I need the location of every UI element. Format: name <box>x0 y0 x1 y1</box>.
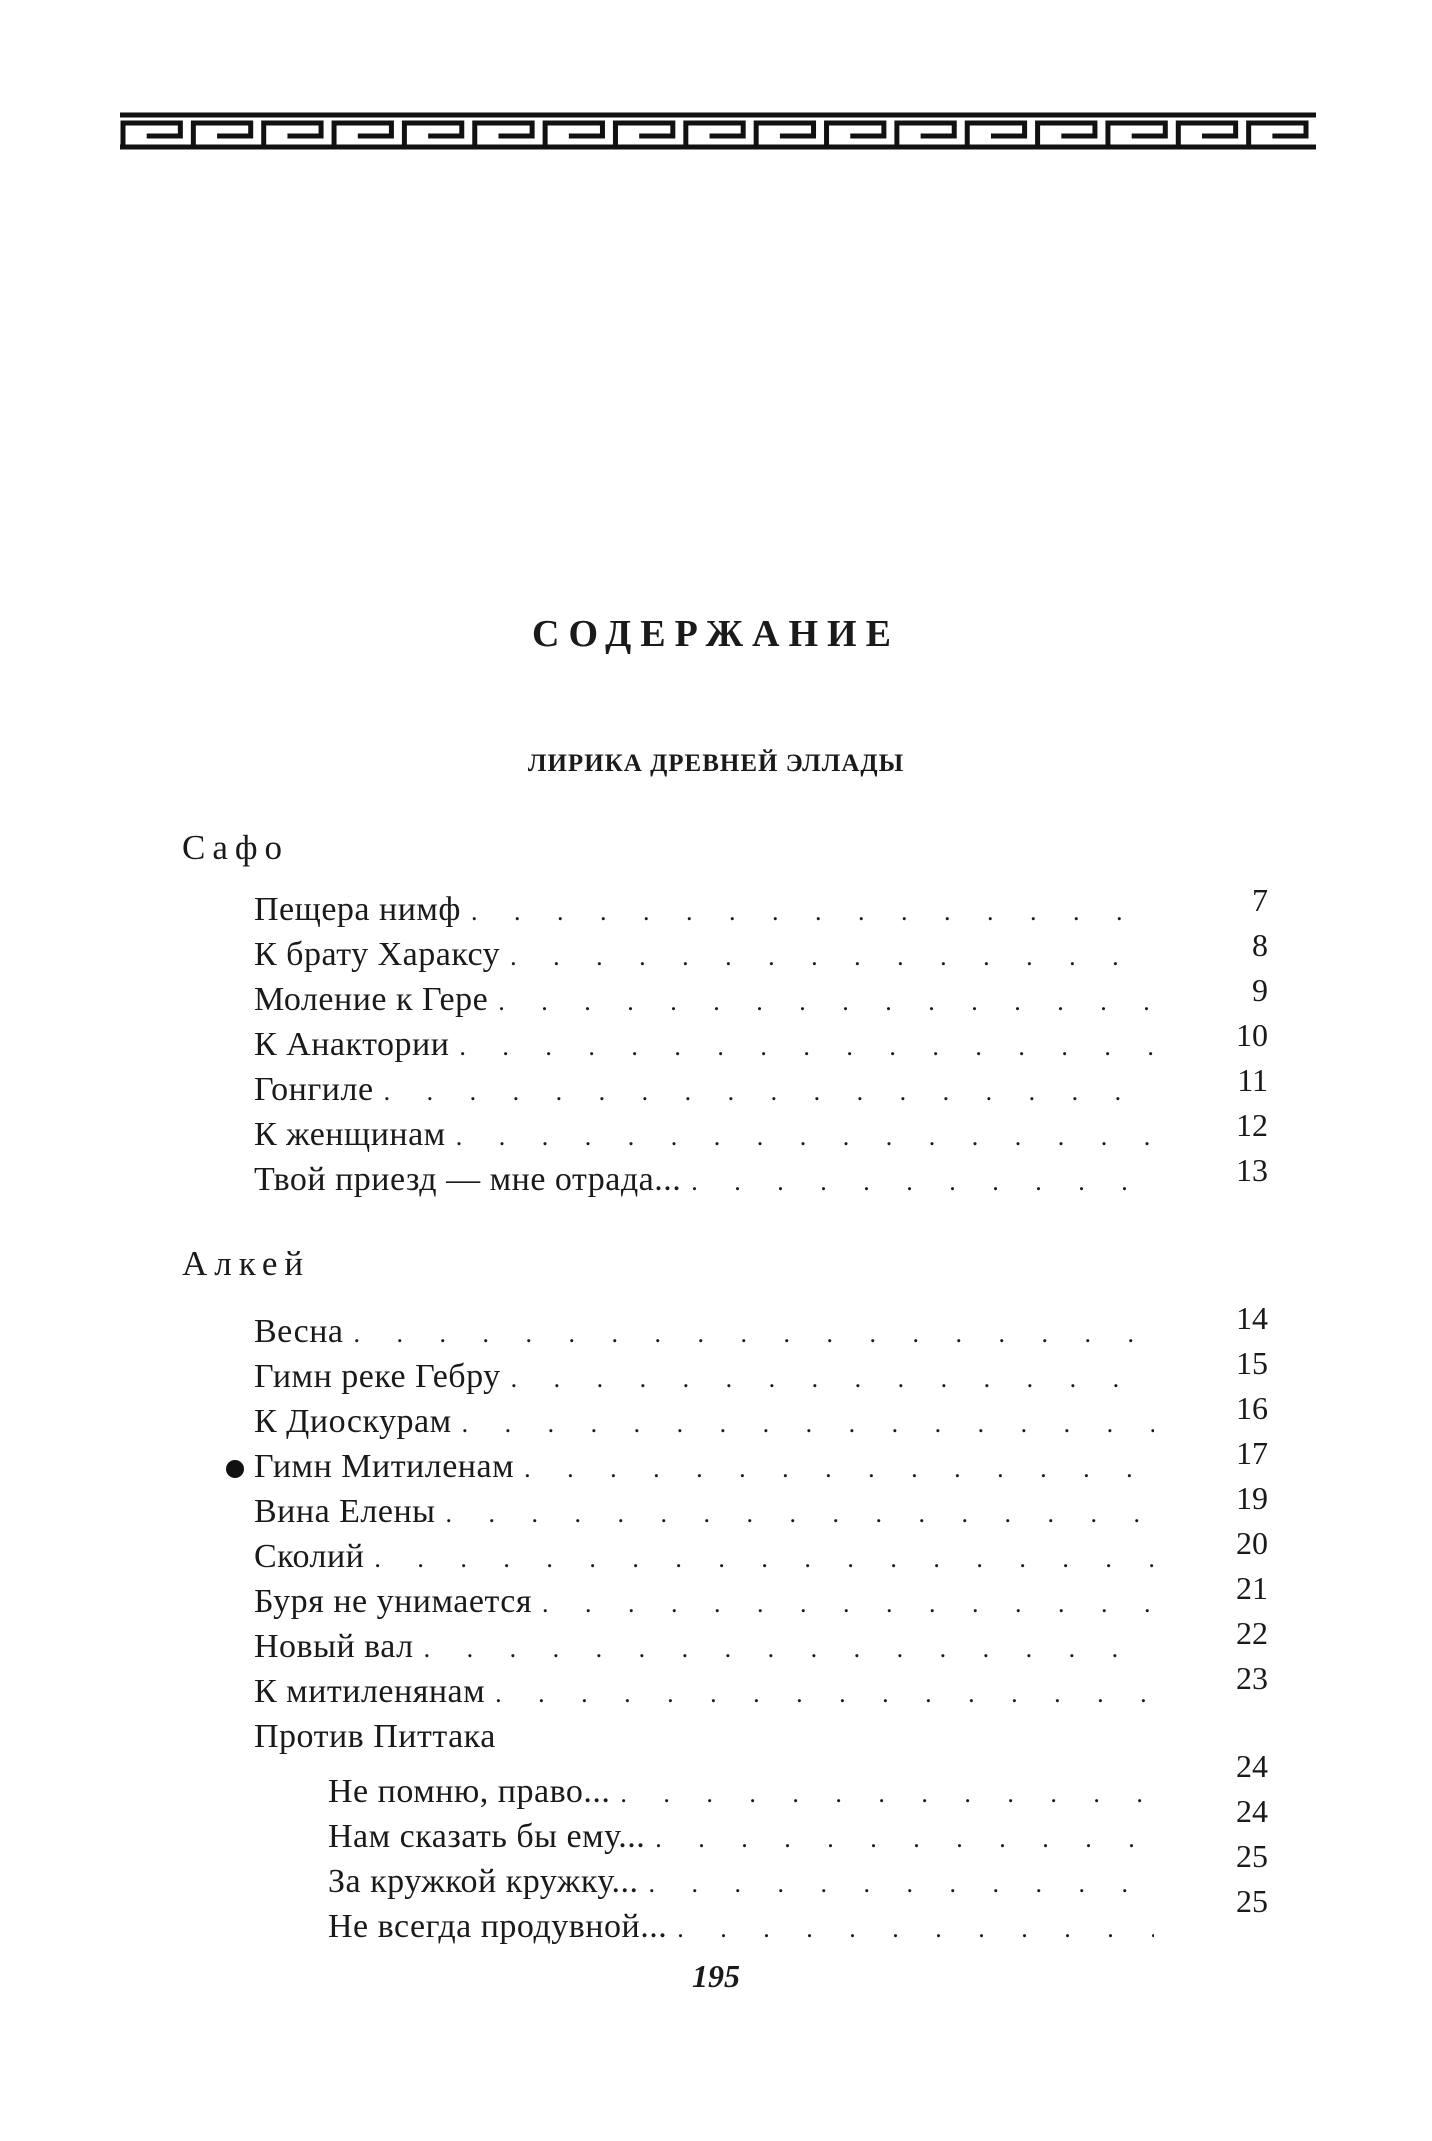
meander-segment <box>967 123 1024 147</box>
meander-segment <box>475 123 532 147</box>
toc-entry[interactable]: Гонгиле . . . <box>254 1066 1154 1110</box>
meander-segment <box>827 123 884 147</box>
toc-page-number: 25 <box>1236 1883 1268 1919</box>
toc-subentry[interactable]: Нам сказать бы ему... . . . <box>328 1813 1154 1857</box>
toc-page-number: 15 <box>1236 1345 1268 1381</box>
meander-border-ornament <box>120 112 1316 150</box>
toc-subentry[interactable]: Не помню, право... . . . <box>328 1768 1154 1812</box>
toc-entry[interactable]: Гимн Митиленам . . . <box>254 1443 1154 1487</box>
toc-page-number: 21 <box>1236 1570 1268 1606</box>
toc-entry[interactable]: К митиленянам . . . <box>254 1668 1154 1712</box>
page-title: СОДЕРЖАНИЕ <box>532 613 900 655</box>
toc-page-number: 24 <box>1236 1748 1268 1784</box>
toc-entry[interactable]: Твой приезд — мне отрада... . . . <box>254 1156 1154 1200</box>
toc-page-number: 8 <box>1252 927 1268 963</box>
toc-entry[interactable]: Пещера нимф . . . <box>254 886 1154 930</box>
toc-entry[interactable]: Моление к Гере . . . <box>254 976 1154 1020</box>
toc-page-number: 13 <box>1236 1152 1268 1188</box>
toc-page-number: 17 <box>1236 1435 1268 1471</box>
toc-page-number: 9 <box>1252 972 1268 1008</box>
toc-entry[interactable]: К Анактории . . . <box>254 1021 1154 1065</box>
meander-segment <box>545 123 602 147</box>
toc-page-number: 7 <box>1252 882 1268 918</box>
toc-page-number: 16 <box>1236 1390 1268 1426</box>
toc-page-number: 12 <box>1236 1107 1268 1143</box>
meander-segment <box>756 123 813 147</box>
toc-entry[interactable]: Сколий . . . <box>254 1533 1154 1577</box>
page-number: 195 <box>692 1958 740 1994</box>
meander-segment <box>686 123 743 147</box>
toc-page-number: 11 <box>1237 1062 1268 1098</box>
meander-segment <box>1249 123 1306 147</box>
toc-page-number: 25 <box>1236 1838 1268 1874</box>
meander-segment <box>1178 123 1235 147</box>
toc-entry[interactable]: Вина Елены . . . <box>254 1488 1154 1532</box>
toc-entry[interactable]: Новый вал . . . <box>254 1623 1154 1667</box>
meander-segment <box>334 123 391 147</box>
bullet-mark <box>226 1460 244 1478</box>
toc-entry[interactable]: Буря не унимается . . . <box>254 1578 1154 1622</box>
section-heading: ЛИРИКА ДРЕВНЕЙ ЭЛЛАДЫ <box>527 750 905 777</box>
toc-entry[interactable]: К Диоскурам . . . <box>254 1398 1154 1442</box>
toc-entry[interactable]: К женщинам . . . <box>254 1111 1154 1155</box>
toc-page-number: 10 <box>1236 1017 1268 1053</box>
toc-entry[interactable]: Весна . . . <box>254 1308 1154 1352</box>
toc-subentry[interactable]: За кружкой кружку... . . . <box>328 1858 1154 1902</box>
meander-segment <box>1038 123 1095 147</box>
toc-entry[interactable]: Гимн реке Гебру . . . <box>254 1353 1154 1397</box>
meander-segment <box>123 123 180 147</box>
meander-segment <box>264 123 321 147</box>
meander-segment <box>404 123 461 147</box>
toc-group-entry[interactable]: Против Питтака <box>254 1718 496 1755</box>
meander-segment <box>1108 123 1165 147</box>
toc-entry[interactable]: К брату Хараксу . . . <box>254 931 1154 975</box>
toc-subentry[interactable]: Не всегда продувной... . . . <box>328 1903 1154 1947</box>
toc-page-number: 20 <box>1236 1525 1268 1561</box>
author-heading-alcaeus: Алкей <box>182 1244 311 1283</box>
author-heading-sappho: Сафо <box>182 828 290 867</box>
toc-page-number: 23 <box>1236 1660 1268 1696</box>
toc-page-number: 19 <box>1236 1480 1268 1516</box>
toc-page-number: 24 <box>1236 1793 1268 1829</box>
toc-page-number: 14 <box>1236 1300 1268 1336</box>
toc-page-number: 22 <box>1236 1615 1268 1651</box>
meander-segment <box>193 123 250 147</box>
meander-segment <box>897 123 954 147</box>
meander-segment <box>615 123 672 147</box>
